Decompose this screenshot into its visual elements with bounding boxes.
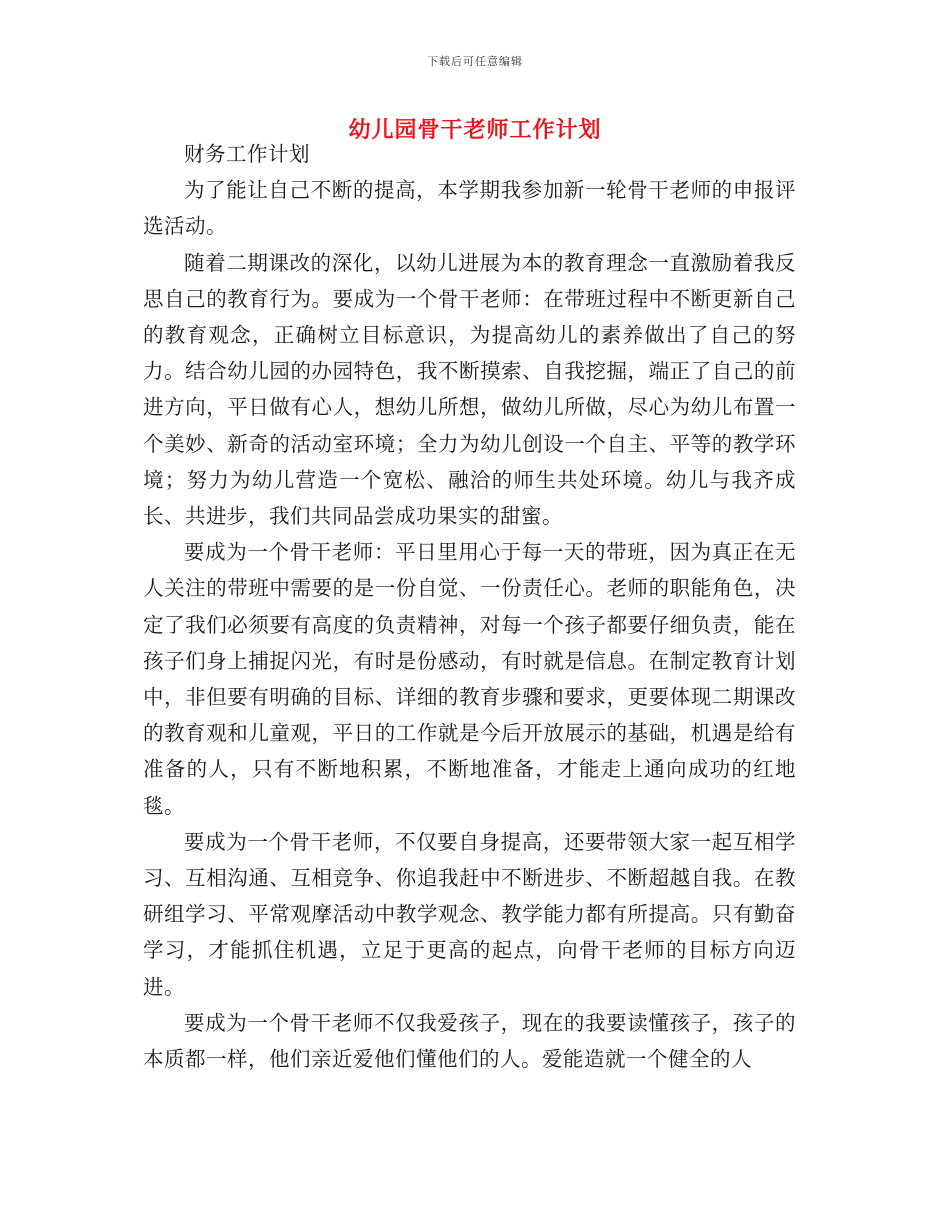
paragraph-2: 随着二期课改的深化，以幼儿进展为本的教育理念一直激励着我反思自己的教育行为。要成为一个骨干老师：在带班过程中不断更新自己的教育观念，正确树立目标意识，为提高幼儿的素养做出了自己的努力。结合幼儿园的办园特色，我不断摸索、自我挖掘，端正了自己的前进方向，平日做有心人，想幼儿所想，做幼儿所做，尽心为幼儿布置一个美妙、新奇的活动室环境；全力为幼儿创设一个自主、平等的教学环境；努力为幼儿营造一个宽松、融洽的师生共处环境。幼儿与我齐成长、共进步，我们共同品尝成功果实的甜蜜。: [143, 250, 796, 529]
paragraph-5: 要成为一个骨干老师不仅我爱孩子，现在的我要读懂孩子，孩子的本质都一样，他们亲近爱他们懂他们的人。爱能造就一个健全的人: [143, 1010, 796, 1072]
paragraph-3: 要成为一个骨干老师：平日里用心于每一天的带班，因为真正在无人关注的带班中需要的是一份自觉、一份责任心。老师的职能角色，决定了我们必须要有高度的负责精神，对每一个孩子都要仔细负责，能在孩子们身上捕捉闪光，有时是份感动，有时就是信息。在制定教育计划中，非但要有明确的目标、详细的教育步骤和要求，更要体现二期课改的教育观和儿童观，平日的工作就是今后开放展示的基础，机遇是给有准备的人，只有不断地积累，不断地准备，才能走上通向成功的红地毯。: [143, 540, 796, 818]
header-note: 下载后可任意编辑: [427, 55, 523, 68]
paragraph-4: 要成为一个骨干老师，不仅要自身提高，还要带领大家一起互相学习、互相沟通、互相竞争、你追我赶中不断进步、不断超越自我。在教研组学习、平常观摩活动中教学观念、教学能力都有所提高。只有勤奋学习，才能抓住机遇，立足于更高的起点，向骨干老师的目标方向迈进。: [143, 829, 796, 999]
document-subtitle: 财务工作计划: [184, 142, 310, 166]
paragraph-1: 为了能让自己不断的提高，本学期我参加新一轮骨干老师的申报评选活动。: [143, 178, 796, 239]
document-title: 幼儿园骨干老师工作计划: [348, 117, 602, 143]
document-body: [143, 136, 796, 1077]
